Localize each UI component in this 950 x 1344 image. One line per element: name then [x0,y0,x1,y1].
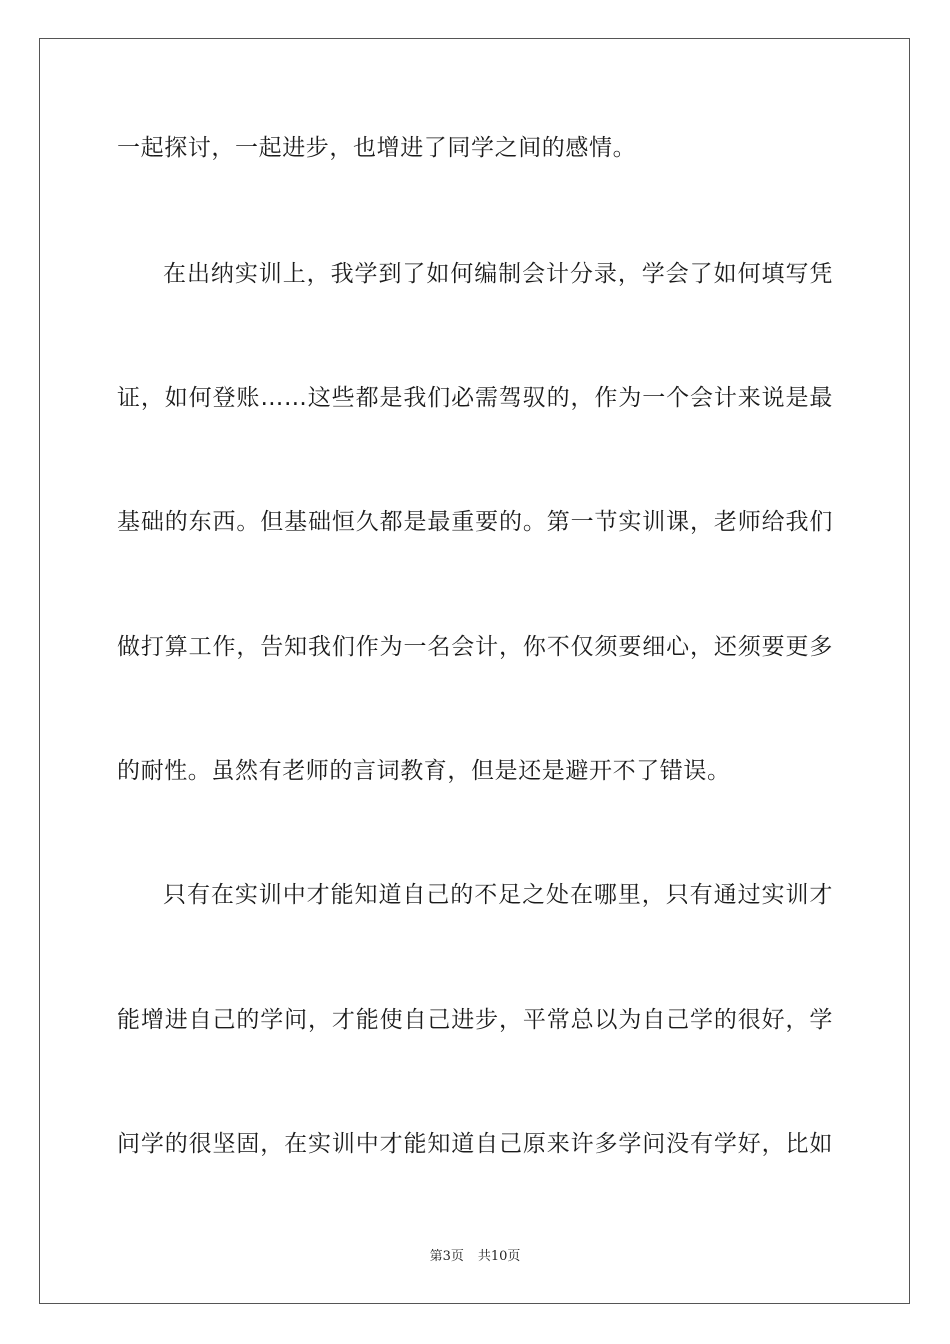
text-line: 基础的东西。但基础恒久都是最重要的。第一节实训课，老师给我们 [117,509,833,535]
page-total: 共10页 [477,1249,521,1264]
page-number: 第3页 [429,1249,464,1264]
text-line: 在出纳实训上，我学到了如何编制会计分录，学会了如何填写凭 [163,261,833,287]
page-frame [39,38,910,1304]
page-footer [0,1248,950,1266]
text-line: 问学的很坚固，在实训中才能知道自己原来许多学问没有学好，比如 [117,1131,833,1157]
text-line: 一起探讨，一起进步，也增进了同学之间的感情。 [117,135,637,161]
text-line: 只有在实训中才能知道自己的不足之处在哪里，只有通过实训才 [163,882,833,908]
text-line: 能增进自己的学问，才能使自己进步，平常总以为自己学的很好，学 [117,1007,833,1033]
text-line: 的耐性。虽然有老师的言词教育，但是还是避开不了错误。 [117,758,731,784]
text-line: 做打算工作，告知我们作为一名会计，你不仅须要细心，还须要更多 [117,634,833,660]
text-line: 证，如何登账……这些都是我们必需驾驭的，作为一个会计来说是最 [117,385,833,411]
